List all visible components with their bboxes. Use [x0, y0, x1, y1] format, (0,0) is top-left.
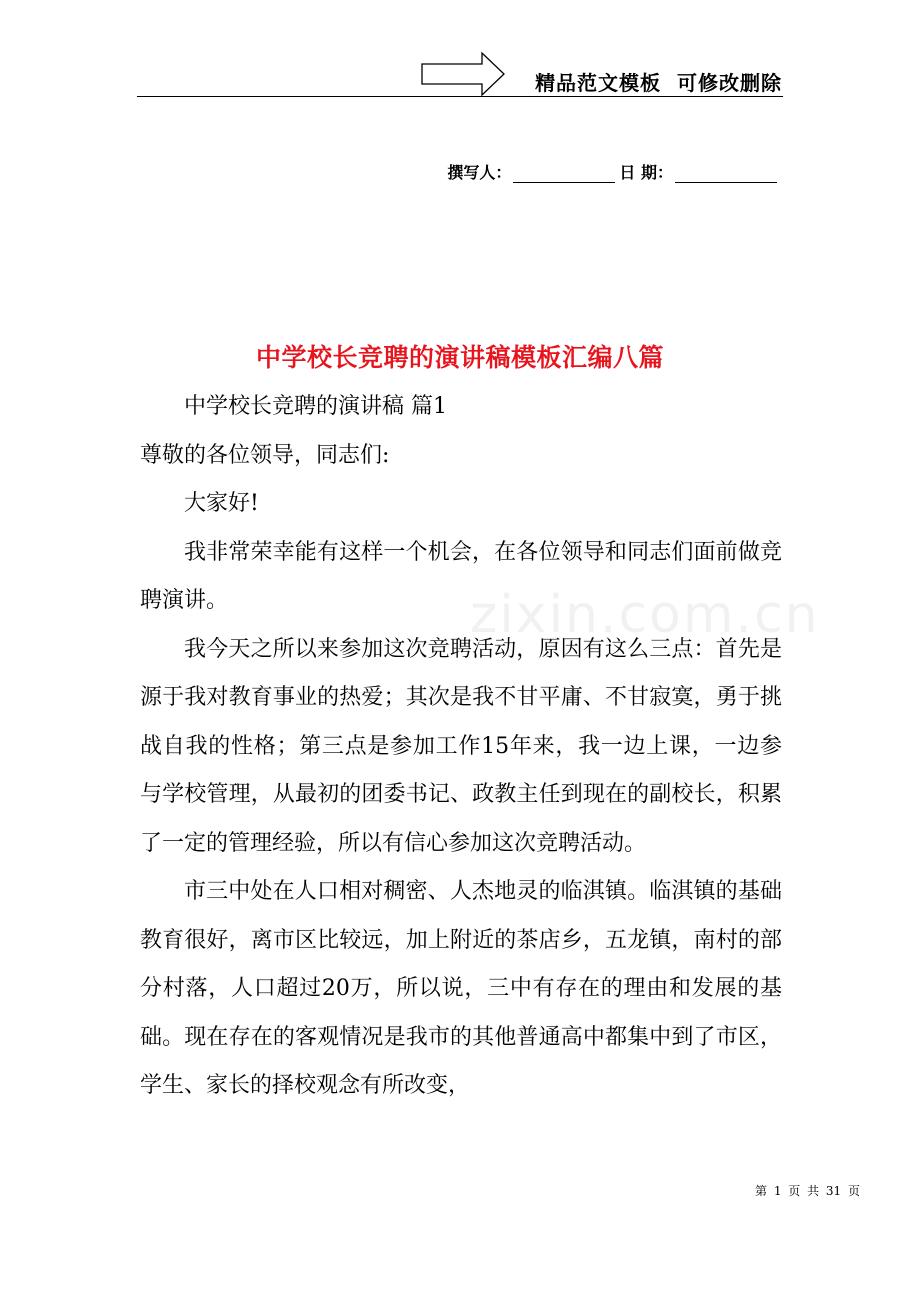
document-body: [140, 383, 782, 1111]
page-number: 第 1 页 共 31 页: [755, 1184, 860, 1198]
watermark: zixin.com.cn: [470, 585, 820, 645]
salutation: 尊敬的各位领导，同志们:: [140, 442, 390, 468]
paragraph: 我今天之所以来参加这次竞聘活动，原因有这么三点：首先是源于我对教育事业的热爱；其次是我不甘平庸、不甘寂寞，勇于挑战自我的性格；第三点是参加工作15年来，我一边上课，一边参与学校管理，从最初的团委书记、政教主任到现在的副校长，积累了一定的管理经验，所以有信心参加这次竞聘活动。: [140, 636, 782, 856]
header-divider: [137, 96, 783, 97]
author-blank-field[interactable]: [513, 164, 615, 183]
right-arrow-icon: [420, 51, 506, 97]
paragraph: 市三中处在人口相对稠密、人杰地灵的临淇镇。临淇镇的基础教育很好，离市区比较远，加上附近的茶店乡，五龙镇，南村的部分村落，人口超过20万，所以说，三中有存在的理由和发展的基础。现在存在的客观情况是我市的其他普通高中都集中到了市区，学生、家长的择校观念有所改变，: [140, 879, 782, 1098]
document-title: 中学校长竞聘的演讲稿模板汇编八篇: [255, 343, 664, 372]
greeting: 大家好!: [184, 491, 259, 516]
section-heading: 中学校长竞聘的演讲稿 篇1: [184, 394, 447, 419]
signature-line: [447, 160, 781, 183]
author-label: 撰写人：: [447, 163, 512, 182]
page-header: [0, 0, 920, 100]
header-text: 精品范文模板 可修改删除: [535, 71, 782, 95]
date-blank-field[interactable]: [675, 164, 777, 183]
date-label: 日 期：: [619, 163, 673, 182]
paragraph: 我非常荣幸能有这样一个机会，在各位领导和同志们面前做竞聘演讲。: [140, 539, 782, 613]
